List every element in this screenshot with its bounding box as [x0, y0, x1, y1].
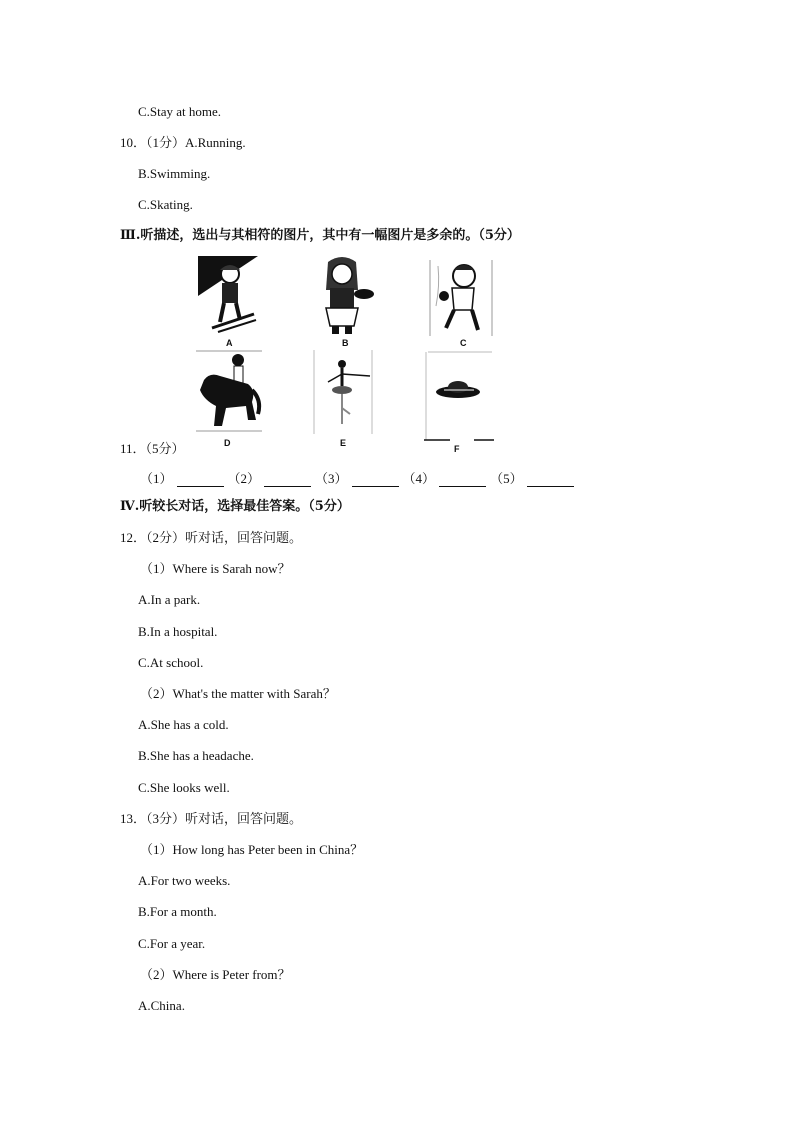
q10-option-b: B.Swimming. — [138, 166, 211, 181]
q11-answer-blanks — [140, 468, 578, 487]
answer-blank-2[interactable] — [264, 472, 311, 487]
q13-sub1-option-c: C.For a year. — [138, 936, 206, 951]
section-4-heading: Ⅳ.听较长对话，选择最佳答案。（5分） — [120, 499, 350, 514]
blank-number-4: （4） — [402, 471, 436, 486]
q12-sub1-question: （1）Where is Sarah now？ — [140, 561, 291, 576]
picture-b — [314, 256, 374, 338]
picture-d-label: D — [224, 438, 231, 448]
q13-stem: 13．（3分）听对话，回答问题。 — [120, 811, 303, 826]
horse-rider-icon — [196, 350, 262, 432]
picture-c — [428, 256, 488, 338]
q13-sub2-option-a: A.China. — [138, 998, 185, 1013]
picture-f-label: F — [454, 444, 460, 454]
picture-d — [196, 350, 256, 432]
q12-sub1-option-c: C.At school. — [138, 655, 204, 670]
picture-a — [198, 256, 258, 338]
q13-sub1-option-b: B.For a month. — [138, 904, 217, 919]
q12-sub1-option-a: A.In a park. — [138, 592, 201, 607]
violin-girl-icon — [314, 256, 380, 338]
blank-number-2: （2） — [227, 471, 261, 486]
q9-option-c: C.Stay at home. — [138, 104, 222, 119]
picture-a-label: A — [226, 338, 233, 348]
ufo-icon — [424, 350, 494, 442]
blank-number-1: （1） — [140, 471, 173, 486]
q10-option-c: C.Skating. — [138, 197, 193, 212]
q12-sub2-option-a: A.She has a cold. — [138, 717, 229, 732]
q13-sub1-option-a: A.For two weeks. — [138, 873, 231, 888]
ballet-dancer-icon — [312, 350, 374, 434]
q12-sub2-question: （2）What's the matter with Sarah？ — [140, 686, 336, 701]
q12-sub2-option-c: C.She looks well. — [138, 780, 230, 795]
blank-number-3: （3） — [315, 471, 348, 486]
q13-sub1-question: （1）How long has Peter been in China？ — [140, 842, 364, 857]
picture-b-label: B — [342, 338, 349, 348]
q12-stem: 12．（2分）听对话，回答问题。 — [120, 530, 303, 545]
picture-e — [312, 350, 372, 432]
q12-sub2-option-b: B.She has a headache. — [138, 748, 254, 763]
answer-blank-1[interactable] — [177, 472, 224, 487]
picture-f — [424, 350, 484, 432]
answer-blank-3[interactable] — [352, 472, 399, 487]
q12-sub1-option-b: B.In a hospital. — [138, 624, 218, 639]
picture-e-label: E — [340, 438, 347, 448]
picture-c-label: C — [460, 338, 467, 348]
blank-number-5: （5） — [490, 471, 523, 486]
q11-stem: 11．（5分） — [120, 441, 185, 456]
section-3-heading: Ⅲ.听描述，选出与其相符的图片，其中有一幅图片是多余的。（5分） — [120, 228, 520, 243]
ping-pong-boy-icon — [428, 256, 494, 338]
answer-blank-4[interactable] — [439, 472, 486, 487]
q13-sub2-question: （2）Where is Peter from？ — [140, 967, 291, 982]
q10-stem: 10．（1分）A.Running. — [120, 135, 246, 150]
answer-blank-5[interactable] — [527, 472, 574, 487]
skier-icon — [198, 256, 258, 338]
